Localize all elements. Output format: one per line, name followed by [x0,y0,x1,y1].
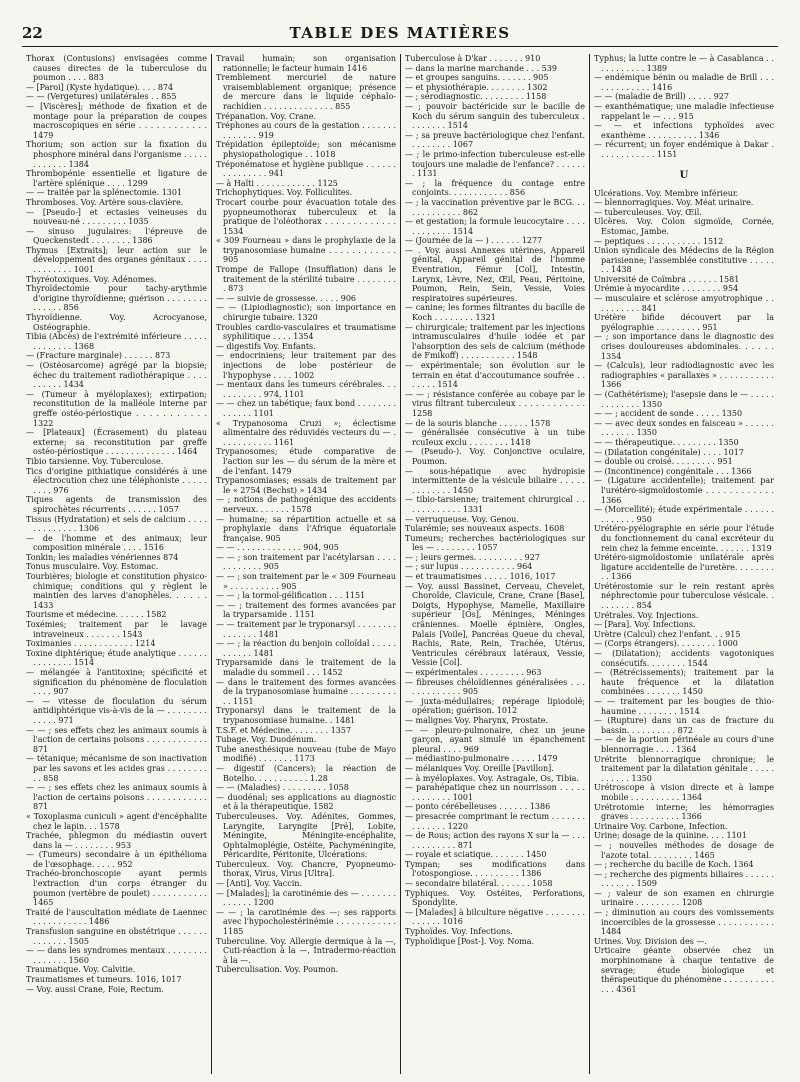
index-entry: Tréphones au cours de la gestation . . . . . . . . . . . . . . 919 [216,121,396,140]
index-entry: — de la souris blanche . . . . . . 1578 [405,418,551,428]
index-entry: Trachée, phlegmon du médiastin ouvert dans la — . . . . . . . . 953 [26,831,207,850]
index-entry: Tube anesthésique nouveau (tube de Mayo modifié) . . . . . . . 1173 [216,744,396,764]
index-entry: — — ; son traitement par l'acétylarsan . . . . . . . . . . . . 905 [216,552,396,572]
index-entry: Troubles cardio-vasculaires et traumatisme syphilitique . . . . 1354 [216,322,396,342]
index-entry: — de l'homme et des animaux; leur composition minérale . . . . 1516 [26,533,207,553]
index-entry: Thyroïdectomie pour tachy-arythmie d'origine thyroïdienne; guérison . . . . . . . . . . . . . . 856 [26,284,207,313]
index-entry: — ; nouvelles méthodes de dosage de l'azote total. . . . . . . . . 1465 [594,840,774,860]
section-letter: U [679,169,689,181]
index-entry: — ; son importance dans le diagnostic des crises douloureuses abdominales. . . . . . 1354 [594,332,774,361]
index-entry: — exanthématique; une maladie infectieuse rappelant le — . . . 915 [594,101,774,121]
index-entry: Tibio tarsienne. Voy. Tuberculose. [26,456,164,466]
index-entry: — — chez un tabétique; faux bond . . . . . . . . . . . . . . 1101 [216,399,396,418]
index-entry: Tonkin; les maladies vénériennes 874 [26,552,179,562]
index-entry: — (Morcellité); étude expérimentale . . . . . . . . . . . . . 950 [594,505,774,524]
index-entry: — — dans les syndromes mentaux . . . . . . . . . . . . . . . 1560 [26,946,207,965]
index-entry: — — ; son traitement par le « 309 Fourneau » . . . . . . . . . . 905 [216,572,396,591]
index-entry: Tics d'origine pithiatique considérés à une électrocution chez une téléphoniste . . . . . . . . . 976 [26,466,207,495]
index-entry: Tryparsamide dans le traitement de la maladie du sommeil . . . 1452 [216,658,396,677]
index-entry: Tibia (Abcès) de l'extrémité inférieure . . . . . . . . . . . . . 1368 [26,332,207,351]
index-entry: — — ; la carotinémie des —; ses rapports avec l'hypocholestérinémie . . . . . . . . . . . . 1185 [216,907,396,937]
index-entry: Tuberculose à D'kar . . . . . . . 910 [405,54,541,63]
index-entry: — malignes Voy. Pharynx, Prostate. [405,715,549,725]
index-entry: Trypanosomes; étude comparative de l'action sur les — du sérum de la mère et de l'enfant. 1479 [216,447,396,476]
index-entry: — — thérapeutique. . . . . . . . . 1350 [594,437,739,447]
index-entry: Toximanies . . . . . . . . . . . . 1214 [26,639,156,649]
index-entry: Trompe de Fallope (Insufflation) dans le traitement de la stérilité tubaire . . . . . . . . . 873 [216,265,396,294]
index-entry: — tibio-tarsienne; traitement chirurgical . . . . . . . . . . . . 1331 [405,495,585,514]
index-entry: Traité de l'auscultation médiate de Laennec . . . . . . . . . . . 1486 [26,907,207,927]
index-entry: — ponto cérébelleuses . . . . . . 1386 [405,802,551,812]
index-entry: — [Para]. Voy. Infections. [594,620,696,630]
index-entry: — presacrée comprimant le rectum . . . . . . . . . . . . . . 1220 [405,811,585,831]
index-entry: — et gestation; la formule leucocytaire . . . . . . . . . . . . 1514 [405,217,585,236]
index-entry: — et traumatismes . . . . . 1016, 1017 [405,572,556,582]
index-entry: — expérimentales . . . . . . . . . 963 [405,668,542,677]
index-entry: — secondaire bilatéral. . . . . . . 1058 [405,879,553,889]
index-entry: Thrombopénie essentielle et ligature de l'artère splénique . . . . 1299 [26,169,207,188]
index-entry: — humaine; sa répartition actuelle et sa prophylaxie dans l'Afrique équatoriale française. 905 [216,514,396,543]
index-entry: Tubage. Voy. Duodénum. [216,735,317,745]
index-entry: — récurrent; un foyer endémique à Dakar . . . . . . . . . . . . 1151 [594,140,774,159]
index-entry: Urinaire Voy. Carbone, Infection. [594,821,728,831]
index-entry: Tremblement mercuriel de nature vraisemblablement organique; présence de mercure dans le liquide céphalo-rachidien . . . . . . . . . . . . . . 855 [216,73,396,111]
index-column-1 [22,54,211,1074]
index-entry: — — pleuro-pulmonaire, chez un jeune garçon, ayant simulé un épanchement pleural . . . . 969 [405,725,585,754]
index-entry: — verruqueuse. Voy. Genou. [405,514,519,524]
index-entry: Thorax (Contusions) envisagées comme causes directes de la tuberculose du poumon . . . . 883 [26,54,207,83]
index-entry: — ; sérodiagnostic. . . . . . . . . 1158 [405,92,547,102]
index-entry: — ; sur lupus . . . . . . . . . . . 964 [405,562,533,572]
index-entry: — ; recherche du bacille de Koch. 1364 [594,860,754,870]
index-entry: « Toxoplasma cuniculi » agent d'encéphalite chez le lapin. . . 1578 [26,811,207,831]
index-entry: — ; notions de pathogénique des accidents nerveux. . . . . . . 1578 [216,495,396,514]
index-entry: — ; sa preuve bactériologique chez l'enfant. . . . . . . . . 1067 [405,130,585,150]
index-entry: — — traitement par le tryponarsyl . . . . . . . . . . . . . . . 1481 [216,620,396,639]
index-entry: Tuberculine. Voy. Allergie dermique à la —, Cuti-réaction à la —, Intradermo-réaction à la —. [216,936,396,965]
index-entry: — (Ostéosarcome) agrégé par la biopsie; échec du traitement radiothérapique . . . . . . . . . . 1434 [26,361,207,390]
index-entry: — — ; traitement des formes avancées par la tryparsamide . 1151 [216,600,396,620]
index-entry: — — ; résistance conférée au cobaye par le virus filtrant tuberculeux . . . . . . . . . . . . 1258 [405,389,585,418]
index-entry: Thyroïdienne. Voy. Acrocyanose, Ostéographie. [26,313,207,332]
index-entry: — (Pseudo-). Voy. Conjonctive oculaire, Poumon. [405,447,585,466]
index-entry: Urétrotomie interne; les hémorragies graves . . . . . . . . . . 1366 [594,802,774,822]
index-entry: — expérimentale; son évolution sur le terrain en état d'accoutumance soufrée . . . . . . . 1514 [405,361,585,390]
index-entry: Urines. Voy. Division des —. [594,936,707,946]
index-entry: Toxine diphtérique; étude analytique . . . . . . . . . . . . . . 1514 [26,648,207,668]
index-entry: Tonus musculaire. Voy. Estomac. [26,562,159,572]
index-entry: — (Ligature accidentelle); traitement par l'urétéro-sigmoïdostomie . . . . . . . . . . . . 1366 [594,476,774,505]
index-entry: — digestif (Cancers); la réaction de Botelho. . . . . . . . . . . 1.28 [216,763,396,783]
index-entry: — généralisée consécutive à un tube rcuIeux exclu . . . . . . . . 1418 [405,428,585,447]
index-entry: — — de la portion périnéale au cours d'une blennorragie . . . . 1364 [594,735,774,754]
index-entry: Urétéro-pyélographie en série pour l'étude du fonctionnement du canal excréteur du rein chez la femme enceinte. . . . . . . 1319 [594,524,774,553]
index-entry: Urétérostomie sur le rein restant après néphrectomie pour tuberculose vésicale. . . . . . . . . 854 [594,581,774,611]
index-entry: — — ; ses effets chez les animaux soumis à l'action de certains poisons . . . . . . . . . . . . 871 [26,783,207,812]
index-entry: Thorium; son action sur la fixation du phosphore minéral dans l'organisme . . . . . . . . . . . . 1384 [26,140,207,169]
index-entry: Tourbières; biologie et constitution physico-chimique; conditions qui y règlent le maintien des larves d'anophèles. . . . . . 1433 [26,572,207,610]
index-entry: — [Malades] à bilculture négative . . . . . . . . . . . . . . 1016 [405,907,585,927]
index-entry: — (Rupture) dans un cas de fracture du bassin. . . . . . . . . . 872 [594,716,774,735]
index-entry: — juxta-médullaires; repérage lipiodolé; opération; guérison. 1012 [405,696,585,716]
index-entry: — endémique bénin ou maladie de Brill . . . . . . . . . . . . . 1416 [594,73,774,92]
index-entry: Urine; dosage de la quinine. . . . 1101 [594,831,747,841]
index-entry: Tuberculeuses. Voy. Adénites, Gommes, Laryngite, Laryngite [Pré], Lobite, Méningite, Méningite-encéphalite, Ophtalmoplégie, Ostéite, Pachyméningite, Péricardite, Péritonite, Ulcérations. [216,811,396,860]
index-entry: — dans la marine marchande . . . 539 [405,63,557,73]
index-entry: Ulcérations. Voy. Membre inférieur. [594,188,739,198]
index-entry: — ; leurs germes. . . . . . . . . . 927 [405,552,540,562]
index-entry: Urétère bifide découvert par la pyélographie . . . . . . . . . 951 [594,313,774,332]
index-entry: Tularémie; ses nouveaux aspects. 1608 [405,524,565,534]
index-entry: — — ; la tormol-gélification . . . 1151 [216,591,366,601]
index-entry: — sous-hépatique avec hydropisie intermittente de la vésicule biliaire . . . . . . . . . . . . . 1450 [405,466,585,495]
index-entry: — — et infections typhoïdes avec exanthème . . . . . . . . . . 1346 [594,121,774,140]
index-entry: — fibreuses chéloïdiennes généralisées . . . . . . . . . . . . . 905 [405,677,585,697]
index-entry: — musculaire et sclérose amyotrophique . . . . . . . . . . 841 [594,294,774,313]
index-entry: T.S.F. et Médecine. . . . . . . . 1357 [216,725,352,735]
index-entry: — (Tumeurs) secondaire à un épithélioma de l'œsophage. . . . . 952 [26,850,207,869]
index-entry: Typhoïdique [Post-]. Voy. Noma. [405,936,535,946]
index-column-4 [589,54,778,1074]
index-entry: — digestifs Voy. Enfants. [216,341,316,351]
index-entry: — mélangée à l'antitoxine; spécificité et signification du phénomène de floculation . . . . 907 [26,668,207,697]
index-entry: Trépidation épileptoïde; son mécanisme physiopathologique . . 1018 [216,140,396,159]
index-entry: — chirurgicale; traitement par les injections intramusculaires d'huile iodée et par l'absorption des sels de calcium (méthode de Fmikoff) . . . . . . . . . . . 1548 [405,322,585,361]
index-entry: — (Rétrécissements); traitement par la haute fréquence et la dilatation combinées . . . . . . . 1450 [594,668,774,697]
index-entry: — (Incontinence) congénitale . . . 1366 [594,466,752,476]
index-entry: — parahépatique chez un nourrisson . . . . . . . . . . . . . 1001 [405,783,585,802]
index-entry: — royale et sciatique. . . . . . . 1450 [405,850,547,860]
index-entry: — médiastino-pulmonaire . . . . . 1479 [405,754,558,764]
index-entry: — Voy. aussi Bassinet, Cerveau, Chevelet, Choroïde, Clavicule, Crane, Crane [Base], Doigts, Hypophyse, Mamelle, Maxillaire supérieur [Os], Méninges, Méninges crâniennes. Moelle épinière, Ongles, Palais [Voile], Pancréas Queue du cheval, Rachis, Rate, Rein, Trachée, Utérus, Ventricules cérébraux latéraux, Vessie, Vessie [Col]. [405,581,585,668]
index-entry: — ; la fréquence du contage entre conjoints. . . . . . . . . . . . 856 [405,178,585,198]
index-entry: Trocart courbe pour évacuation totale des pyopneumothorax tuberculeux et la pratique de l'oléothorax . . . . . . . . . . . . . 1534 [216,197,396,236]
page-number: 22 [22,24,43,42]
index-entry: — [Viscères]; méthode de fixation et de montage pour la préparation de coupes macroscopiques en série . . . . . . . . . . . . 1479 [26,101,207,140]
index-entry: — tuberculeuses. Voy. Œil. [594,207,702,217]
index-entry: — (Dilatation congénitale) . . . . 1017 [594,447,744,457]
index-entry: — (Calculs), leur radiodiagnostic avec les radiographies « parallaxes » . . . . . . . . . . . 1366 [594,361,774,390]
index-entry: Urémie à myocardite . . . . . . . . 954 [594,284,739,294]
index-entry: — endocriniens; leur traitement par des injections de lobe postérieur de l'hypophyse . . . . 1002 [216,351,396,380]
index-entry: Tissus (Hydratation) et sels de calcium . . . . . . . . . . . . . 1306 [26,514,207,534]
index-entry: — — vitesse de floculation du sérum antidiphtérique vis-à-vis de la — . . . . . . . . . . . . . 971 [26,696,207,725]
index-entry: — — (Lipiodiagnostic); son importance en chirurgie tubaire. 1320 [216,303,396,323]
index-entry: Université de Coïmbra . . . . . . 1581 [594,274,740,284]
index-entry: — — (Vergetures) unilatérales . . 855 [26,92,177,102]
index-entry: — de Rous; action des rayons X sur la — . . . . . . . . . . . . 871 [405,831,585,850]
index-entry: — [Anti]. Voy. Vaccin. [216,879,303,889]
index-entry: — — ; ses effets chez les animaux soumis à l'action de certains poisons . . . . . . . . . . . . 871 [26,725,207,754]
index-entry: — dans le traitement des formes avancées de la trypanosomiase humaine . . . . . . . . . . . 1151 [216,677,396,706]
index-entry: — ; diminution au cours des vomissements incoercibles de la grossesse . . . . . . . . . . . 1484 [594,908,774,937]
index-entry: — ; la vaccination préventive par le BCG. . . . . . . . . . . . . 862 [405,197,585,217]
index-entry: — (Fracture marginale) . . . . . . 873 [26,351,171,361]
index-entry: Urétrales. Voy. Injections. [594,610,699,620]
index-entry: — ; valeur de son examen en chirurgie urinaire . . . . . . . . . 1208 [594,888,774,908]
index-entry: Trachéo-bronchoscopie ayant permis l'extraction d'un corps étranger du poumon (vertèbre de poulet) . . . . . . . . . . . 1465 [26,869,207,908]
index-entry: — double ou croisé. . . . . . . . . 951 [594,457,733,467]
index-columns [22,54,778,1074]
index-entry: — (Dilatation); accidents vagotoniques consécutifs. . . . . . . . 1544 [594,649,774,668]
index-entry: Traumatique. Voy. Calvitie. [26,965,136,975]
index-entry: — [Paroi] (Kyste hydatique). . . . 874 [26,82,174,92]
index-entry: — — traitée par la splénectomie. 1301 [26,188,183,198]
index-entry: Urétrite blennorragique chronique; le traitement par la dilatation génitale . . . . . . . . . . . 1350 [594,754,774,783]
index-entry: — — . . . . . . . . . . . . . 904, 905 [216,543,339,553]
index-entry: Travail humain; son organisation rationnelle; le facteur humain 1416 [216,54,396,73]
index-entry: Tumeurs; recherches bactériologiques sur les — . . . . . . . . 1057 [405,533,585,553]
index-entry: — [Pseudo-] et ectasies veineuses du nouveau-né . . . . . . . . . 1035 [26,207,207,227]
index-entry: Tiques agents de transmission des spirochètes récurrents . . . . . . 1057 [26,495,207,514]
index-entry: Tourisme et médecine. . . . . . 1582 [26,610,167,620]
index-entry: Typhoïdes. Voy. Infections. [405,927,513,937]
index-entry: — — (maladie de Brill) . . . . . 927 [594,92,729,102]
index-entry: Union syndicale des Médecins de la Région parisienne; l'assemblée constitutive . . . . . . . 1438 [594,246,774,275]
index-entry: Thromboses. Voy. Artère sous-clavière. [26,197,184,207]
index-entry: — (Cathétérisme); l'asepsie dans le — . . . . . . . . . . . . . 1350 [594,390,774,409]
index-entry: Tréponématose et hygiène publique . . . . . . . . . . . . . . . 941 [216,159,396,179]
index-entry: — Voy. aussi Crane, Foie, Rectum. [26,984,164,994]
index-entry: — et groupes sanguins. . . . . . . 905 [405,73,549,83]
index-entry: — et physiothérapie. . . . . . . . 1302 [405,82,548,92]
index-entry: — — suivie de grossesse. . . . . 906 [216,293,357,303]
index-entry: — sinuso jugulaires: l'épreuve de Queckenstedt . . . . . . . . 1386 [26,226,207,246]
index-entry: Ulcères. Voy. Colon sigmoïde, Cornée, Estomac, Jambe. [594,217,774,236]
index-entry: — [Malades]; la carotinémie des — . . . . . . . . . . . . . 1200 [216,888,396,908]
index-entry: — . Voy. aussi Annexes utérines, Appareil génital, Appareil génital de l'homme Éventration, Fémur [Col], Intestin, Larynx, Lèvre, Nez, Œil, Peau, Péritoine, Poumon, Rein, Sein, Vessie, Voies respiratoires supérieures. [405,245,585,303]
index-entry: — tétanique; mécanisme de son inactivation par les savons et les acides gras . . . . . . . . . . 858 [26,754,207,783]
index-entry: Trépanation. Voy. Crane. [216,111,317,121]
index-entry: Urétroscope à vision directe et à lampe mobile . . . . . . . . . . 1364 [594,783,774,802]
index-entry: — — ; accident de sonde . . . . . 1350 [594,409,743,419]
index-entry: Toxémies; traitement par le lavage intraveineux . . . . . . . 1543 [26,620,207,639]
index-entry: Transfusion sanguine en obstétrique . . . . . . . . . . . . . 1505 [26,927,207,946]
index-entry: Typhiques. Voy. Ostéites, Perforations, Spondylite. [405,888,585,908]
index-entry: — mélaniques Voy. Oreille [Pavillon]. [405,763,554,773]
index-entry: — (Corps étrangers). . . . . . . . 1000 [594,639,738,649]
index-entry: Tuberculisation. Voy. Poumon. [216,965,339,975]
index-entry: Thymus [Extraits]; leur action sur le développement des organes génitaux . . . . . . . . . . . . 1001 [26,245,207,275]
index-column-3 [400,54,589,1074]
index-entry: Urétéro-sigmoïdostomie unilatérale après ligature accidentelle de l'uretère. . . . . . . . . . 1366 [594,553,774,582]
index-entry: — — avec deux sondes en faisceau » . . . . . . . . . . . . . 1350 [594,418,774,438]
index-entry: Trichophytiques. Voy. Folliculites. [216,188,353,198]
index-entry: — à Haïti . . . . . . . . . . . . 1125 [216,178,338,188]
index-entry: — — ; la réaction du benjoin colloïdal . . . . . . . . . . . 1481 [216,639,396,658]
page-header [22,24,778,47]
index-entry: — canine; les formes filtrantes du bacille de Koch . . . . . . . . 1321 [405,303,585,323]
index-entry: Trypanosomiases; essais de traitement par le « 2754 (Bechst) » 1434 [216,476,396,495]
index-entry: — ; recherche des pigments biliaires . . . . . . . . . . . . . 1509 [594,869,774,889]
index-entry: — (Tumeur à myéloplaxes); extirpation; reconstitution de la malléole interne par greffe ostéo-périostique . . . . . . . . . . . 1322 [26,389,207,428]
index-entry: — — traitement par les bougies de thio-haumine . . . . . . . . 1514 [594,697,774,716]
index-entry: — duodénal; ses applications au diagnostic et à la thérapeutique. 1582 [216,792,396,812]
index-entry: Tryponarsyl dans le traitement de la trypanosomiase humaine. . 1481 [216,706,396,725]
index-entry: Urètre (Calcul) chez l'enfant. . . 915 [594,629,741,639]
index-entry: — peptiques . . . . . . . . . . . 1512 [594,236,724,246]
index-entry: — blennorragiques. Voy. Méat urinaire. [594,198,754,208]
index-entry: — [Plateaux] (Écrasement) du plateau externe; sa reconstitution par greffe ostéo-périostique . . . . . . . . . . . . . . 1464 [26,428,207,457]
index-entry: — — (Maladies) . . . . . . . . . 1058 [216,783,349,793]
index-entry: Tuberculeux. Voy. Chancre, Pyopneumo-thorax, Virus, Virus [Ultra]. [216,859,396,879]
index-entry: Thyréotoxiques. Voy. Adénomes. [26,274,157,284]
index-entry: Traumatismes et tumeurs. 1016, 1017 [26,975,182,984]
index-entry: — à myéloplaxes. Voy. Astragale, Os, Tibia. [405,773,579,783]
index-entry: — mentaux dans les tumeurs cérébrales. . . . . . . . . . . 974, 1101 [216,380,396,399]
index-entry: — ; pouvoir bactéricide sur le bacille de Koch du sérum sanguin des tuberculeux . . . . . . . . 1514 [405,101,585,131]
index-entry: Typhus; la lutte contre le — à Casablanca . . . . . . . . . . . 1389 [594,54,774,73]
index-entry: Tympan; ses modifications dans l'otospongiose. . . . . . . . . . 1386 [405,859,585,879]
index-entry: — ; le primo-infection tuberculeuse est-elle toujours une maladie de l'enfance? . . . . . . . 1131 [405,149,585,179]
index-entry: « Trypanosoma Cruzi »; éclectisme alimentaire des réduvidés vecteurs du — . . . . . . . . . . . 1161 [216,418,396,447]
index-entry: — (Journée de la — ) . . . . . . 1277 [405,236,543,246]
index-column-2 [211,54,400,1074]
index-entry: Urticaire géante observée chez un morphinomane à chaque tentative de sevrage; étude biologique et thérapeutique du phénomène . . . . . . . . . . . . . 4361 [594,946,774,994]
index-entry: « 309 Fourneau » dans le prophylaxie de la trypanosomiase humaine . . . . . . . . . . . . 905 [216,236,396,265]
page-title: TABLE DES MATIÈRES [289,24,511,42]
